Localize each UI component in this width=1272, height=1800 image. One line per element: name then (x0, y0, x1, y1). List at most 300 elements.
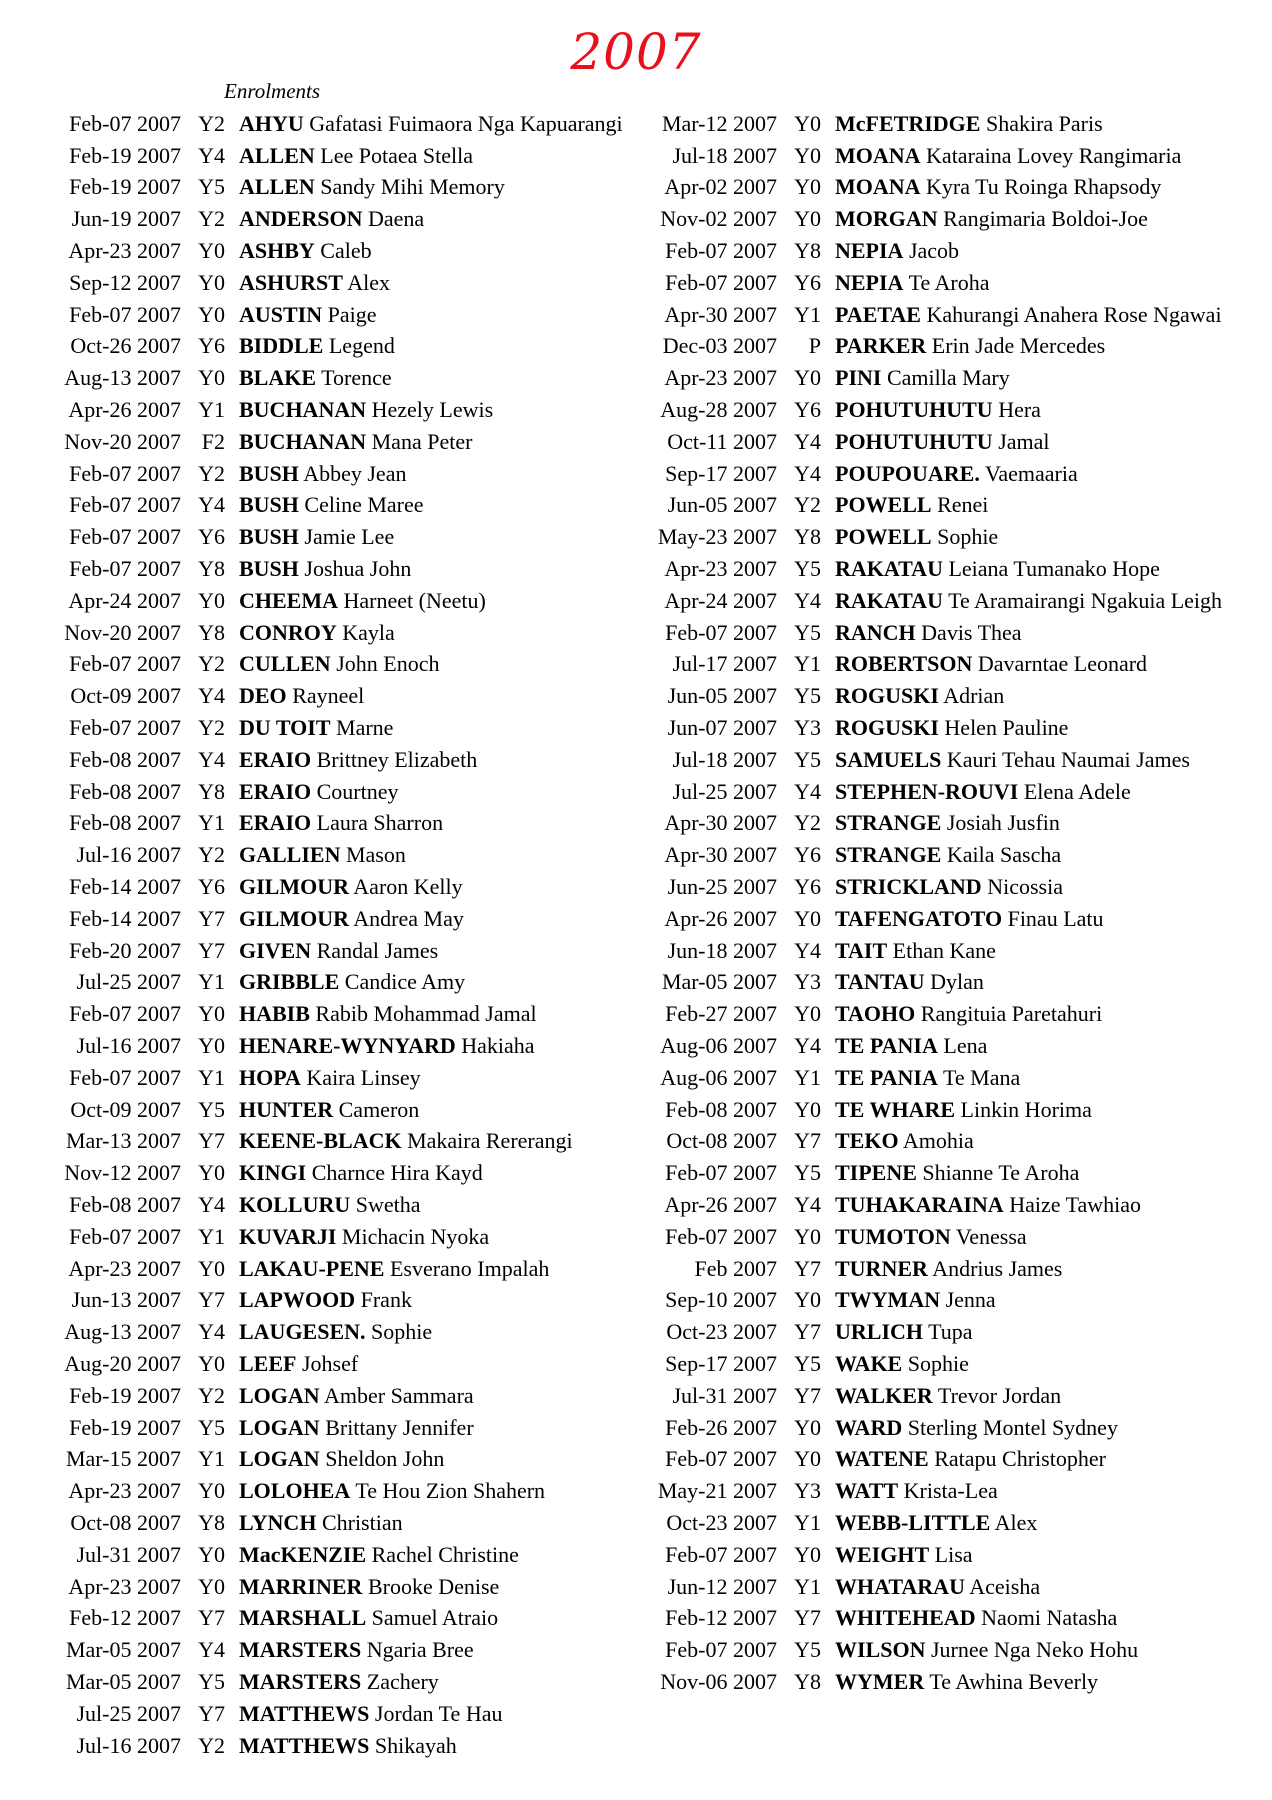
enrolment-row (44, 680, 644, 712)
year-level: Y0 (794, 206, 821, 232)
enrolment-row (640, 1316, 1260, 1348)
enrolment-date: Sep-17 2007 (665, 460, 777, 486)
enrolment-row (44, 1221, 644, 1253)
enrolment-date: Jun-19 2007 (71, 206, 181, 232)
enrolment-row (44, 903, 644, 935)
enrolment-row (44, 331, 644, 363)
year-level: Y6 (794, 842, 821, 868)
enrolment-row (640, 1443, 1260, 1475)
student-given-names: Joshua John (304, 556, 412, 582)
enrolment-row (44, 1571, 644, 1603)
enrolment-date: Feb-07 2007 (69, 460, 181, 486)
enrolment-date: Oct-09 2007 (70, 683, 181, 709)
student-name (239, 461, 406, 487)
student-name (239, 365, 392, 391)
student-surname: AUSTIN (239, 301, 323, 327)
enrolment-row (44, 172, 644, 204)
student-surname: HOPA (239, 1064, 301, 1090)
enrolment-row (640, 617, 1260, 649)
student-surname: ASHURST (239, 269, 343, 295)
student-given-names: Ratapu Christopher (934, 1446, 1106, 1472)
year-level: Y0 (198, 269, 225, 295)
student-given-names: Alex (347, 269, 390, 295)
student-surname: ANDERSON (239, 206, 363, 232)
enrolment-date: Jun-05 2007 (667, 683, 777, 709)
enrolment-date: Mar-05 2007 (65, 1637, 181, 1663)
student-surname: GRIBBLE (239, 969, 340, 995)
enrolment-row (44, 871, 644, 903)
year-level: Y7 (794, 1605, 821, 1631)
year-level: Y7 (198, 937, 225, 963)
student-name (239, 1542, 519, 1568)
student-name (239, 1128, 573, 1154)
enrolment-row (44, 362, 644, 394)
student-given-names: Te Aroha (908, 269, 990, 295)
year-level: Y0 (198, 1160, 225, 1186)
enrolment-date: Feb-07 2007 (69, 715, 181, 741)
student-name (835, 524, 998, 550)
student-surname: ERAIO (239, 746, 312, 772)
enrolment-date: Jul-31 2007 (76, 1541, 181, 1567)
enrolment-row (44, 935, 644, 967)
enrolment-date: Feb-12 2007 (665, 1605, 777, 1631)
student-surname: HUNTER (239, 1096, 334, 1122)
enrolment-row (44, 267, 644, 299)
student-name (239, 1001, 537, 1027)
student-given-names: Andrea May (353, 905, 464, 931)
enrolment-date: Oct-08 2007 (666, 1128, 777, 1154)
enrolment-date: Feb-07 2007 (69, 301, 181, 327)
enrolment-row (44, 1157, 644, 1189)
student-name (835, 333, 1105, 359)
student-surname: BUSH (239, 460, 299, 486)
student-surname: WYMER (835, 1668, 925, 1694)
student-given-names: Aceisha (969, 1573, 1041, 1599)
enrolment-date: Jul-16 2007 (76, 842, 181, 868)
enrolment-date: Feb-07 2007 (69, 110, 181, 136)
enrolment-row (640, 998, 1260, 1030)
year-level: Y0 (198, 238, 225, 264)
enrolment-row (44, 1062, 644, 1094)
year-level: Y2 (198, 460, 225, 486)
enrolment-row (44, 553, 644, 585)
student-name (835, 874, 1063, 900)
student-given-names: Andrius James (932, 1255, 1063, 1281)
enrolment-row (640, 331, 1260, 363)
year-level: Y4 (198, 142, 225, 168)
enrolment-row (640, 1475, 1260, 1507)
student-surname: BLAKE (239, 365, 317, 391)
student-given-names: Rangituia Paretahuri (920, 1001, 1103, 1027)
student-given-names: Lena (943, 1033, 988, 1058)
enrolment-date: Feb-07 2007 (665, 619, 777, 645)
student-name (835, 111, 1103, 137)
year-level: Y4 (794, 587, 821, 613)
student-surname: LAUGESEN. (239, 1319, 366, 1345)
year-level: Y5 (794, 1637, 821, 1663)
student-name (239, 651, 439, 677)
enrolment-row (640, 426, 1260, 458)
enrolment-date: Aug-06 2007 (660, 1064, 777, 1090)
enrolment-row (640, 1030, 1260, 1062)
student-given-names: Sophie (907, 1350, 969, 1376)
student-surname: LYNCH (239, 1509, 317, 1535)
student-name (835, 206, 1148, 232)
enrolment-row (640, 172, 1260, 204)
year-level: Y0 (198, 1255, 225, 1281)
enrolment-row (44, 744, 644, 776)
student-given-names: Makaira Rererangi (407, 1128, 573, 1154)
student-name (835, 238, 959, 264)
student-surname: WATENE (835, 1446, 929, 1472)
student-given-names: Sterling Montel Sydney (907, 1414, 1118, 1440)
year-level: Y4 (198, 683, 225, 709)
enrolment-row (640, 1253, 1260, 1285)
student-name (239, 270, 390, 296)
year-level: Y7 (794, 1128, 821, 1154)
student-surname: TURNER (835, 1255, 928, 1281)
student-given-names: Jordan Te Hau (374, 1700, 503, 1726)
student-surname: MORGAN (835, 206, 938, 232)
student-name (835, 715, 1068, 741)
enrolment-row (640, 1380, 1260, 1412)
enrolment-row (44, 839, 644, 871)
student-surname: LEEF (239, 1350, 297, 1376)
student-name (239, 842, 406, 868)
year-level: Y8 (198, 619, 225, 645)
year-level: Y0 (198, 1573, 225, 1599)
student-given-names: Camilla Mary (886, 365, 1010, 391)
student-name (835, 461, 1078, 487)
student-name (835, 1287, 996, 1313)
student-surname: AHYU (239, 110, 304, 136)
year-level: Y7 (198, 1128, 225, 1154)
enrolment-row (44, 458, 644, 490)
student-given-names: Ngaria Bree (366, 1637, 474, 1663)
student-name (239, 1319, 432, 1345)
student-name (239, 1733, 457, 1759)
year-level: Y1 (794, 1573, 821, 1599)
student-given-names: Mana Peter (371, 428, 473, 454)
student-given-names: Krista-Lea (903, 1478, 998, 1504)
enrolment-row (640, 712, 1260, 744)
enrolment-row (640, 1507, 1260, 1539)
enrolment-date: Nov-20 2007 (64, 619, 181, 645)
enrolment-row (44, 1094, 644, 1126)
year-level: Y5 (794, 746, 821, 772)
year-level: Y4 (794, 937, 821, 963)
enrolment-row (44, 1443, 644, 1475)
student-given-names: Frank (360, 1287, 412, 1313)
student-surname: ERAIO (239, 810, 312, 836)
year-level: Y0 (198, 1001, 225, 1027)
student-surname: TUHAKARAINA (835, 1191, 1004, 1217)
student-surname: BUSH (239, 524, 299, 550)
enrolment-row (44, 998, 644, 1030)
enrolment-date: Mar-12 2007 (661, 110, 777, 136)
student-name (239, 111, 623, 137)
student-given-names: Cameron (338, 1096, 420, 1122)
enrolment-date: Feb-07 2007 (69, 651, 181, 677)
student-given-names: Shikayah (374, 1732, 457, 1758)
student-name (239, 1446, 444, 1472)
enrolment-row (44, 521, 644, 553)
student-name (239, 1478, 545, 1504)
student-surname: ROBERTSON (835, 651, 973, 677)
year-level: Y0 (794, 1096, 821, 1122)
student-name (835, 938, 996, 964)
enrolment-row (44, 1539, 644, 1571)
student-surname: WEIGHT (835, 1541, 930, 1567)
student-surname: URLICH (835, 1319, 924, 1345)
student-name (239, 620, 395, 646)
student-given-names: Te Aramairangi Ngakuia Leigh (948, 587, 1223, 613)
student-given-names: Paige (327, 301, 377, 327)
year-level: Y1 (198, 1446, 225, 1472)
year-level: Y4 (794, 1033, 821, 1058)
student-surname: TAOHO (835, 1001, 916, 1027)
enrolment-date: Oct-11 2007 (667, 428, 777, 454)
student-given-names: Johsef (301, 1350, 359, 1376)
student-given-names: Vaemaaria (984, 460, 1078, 486)
student-name (239, 1510, 403, 1536)
student-surname: TE PANIA (835, 1033, 938, 1058)
student-given-names: Brittany Jennifer (325, 1414, 474, 1440)
student-surname: TIPENE (835, 1160, 917, 1186)
student-surname: KEENE-BLACK (239, 1128, 402, 1154)
student-surname: ASHBY (239, 238, 315, 264)
enrolment-date: Feb-07 2007 (665, 1541, 777, 1567)
student-surname: STRANGE (835, 842, 942, 868)
student-surname: HABIB (239, 1001, 310, 1027)
student-given-names: Kauri Tehau Naumai James (946, 746, 1190, 772)
student-given-names: Kahurangi Anahera Rose Ngawai (926, 301, 1222, 327)
enrolment-date: Apr-23 2007 (664, 365, 777, 391)
enrolment-date: Nov-12 2007 (64, 1160, 181, 1186)
enrolment-row (44, 649, 644, 681)
year-level: Y4 (198, 1637, 225, 1663)
year-level: Y6 (198, 333, 225, 359)
enrolment-row (640, 935, 1260, 967)
student-surname: ROGUSKI (835, 715, 939, 741)
student-name (239, 1097, 419, 1123)
student-name (835, 588, 1222, 614)
enrolment-date: Mar-15 2007 (65, 1446, 181, 1472)
student-surname: WALKER (835, 1382, 933, 1408)
student-given-names: Venessa (955, 1223, 1027, 1249)
enrolment-date: Jul-25 2007 (76, 969, 181, 995)
enrolment-date: Feb-20 2007 (69, 937, 181, 963)
enrolment-date: Feb-07 2007 (665, 1637, 777, 1663)
student-name (835, 492, 988, 518)
student-given-names: Rachel Christine (371, 1541, 519, 1567)
year-level: Y5 (198, 174, 225, 200)
student-given-names: Lisa (934, 1541, 973, 1567)
student-name (835, 683, 1004, 709)
year-level: Y4 (198, 1319, 225, 1345)
student-surname: WAKE (835, 1350, 903, 1376)
enrolment-date: Feb-08 2007 (69, 746, 181, 772)
student-given-names: Jamal (998, 428, 1050, 454)
student-surname: CHEEMA (239, 587, 338, 613)
student-name (835, 1383, 1061, 1409)
student-surname: GILMOUR (239, 874, 349, 900)
enrolment-date: May-23 2007 (657, 524, 777, 550)
enrolment-date: Feb-12 2007 (69, 1605, 181, 1631)
year-level: Y8 (794, 1668, 821, 1694)
year-level: Y4 (794, 428, 821, 454)
student-given-names: Te Hou Zion Shahern (355, 1478, 546, 1504)
year-level: Y0 (198, 301, 225, 327)
student-name (835, 1224, 1027, 1250)
year-level: Y0 (198, 587, 225, 613)
enrolment-row (640, 1412, 1260, 1444)
year-level: Y0 (794, 365, 821, 391)
student-surname: SAMUELS (835, 746, 942, 772)
student-given-names: Amohia (902, 1128, 974, 1154)
student-surname: LOGAN (239, 1414, 320, 1440)
student-given-names: Te Mana (943, 1064, 1021, 1090)
enrolment-row (640, 1348, 1260, 1380)
enrolment-date: Feb-07 2007 (665, 238, 777, 264)
enrolment-row (640, 1126, 1260, 1158)
student-surname: TAIT (835, 937, 888, 963)
student-given-names: Jamie Lee (304, 524, 395, 550)
year-level: Y7 (198, 1700, 225, 1726)
enrolment-row (44, 585, 644, 617)
student-surname: TANTAU (835, 969, 925, 995)
year-level: Y7 (198, 1287, 225, 1313)
enrolment-date: Oct-26 2007 (70, 333, 181, 359)
student-given-names: Hera (998, 397, 1041, 423)
year-level: Y5 (198, 1096, 225, 1122)
student-name (239, 1415, 474, 1441)
enrolment-row (44, 967, 644, 999)
enrolment-row (44, 1698, 644, 1730)
enrolment-row (44, 1126, 644, 1158)
enrolment-date: Dec-03 2007 (662, 333, 777, 359)
enrolment-row (44, 1730, 644, 1762)
student-name (239, 1065, 421, 1091)
student-given-names: Davarntae Leonard (977, 651, 1148, 677)
student-surname: POHUTUHUTU (835, 397, 993, 423)
student-given-names: Hakiaha (461, 1033, 535, 1058)
student-name (835, 1319, 973, 1345)
enrolment-date: Oct-08 2007 (70, 1509, 181, 1535)
student-surname: POWELL (835, 492, 932, 518)
year-level: Y2 (794, 810, 821, 836)
student-surname: LOLOHEA (239, 1478, 351, 1504)
student-name (239, 492, 424, 518)
enrolment-row (640, 1221, 1260, 1253)
year-level: Y1 (794, 1509, 821, 1535)
student-surname: PAETAE (835, 301, 921, 327)
student-given-names: Gafatasi Fuimaora Nga Kapuarangi (309, 110, 623, 136)
student-given-names: Marne (336, 715, 394, 741)
student-surname: BUCHANAN (239, 428, 367, 454)
year-level: Y3 (794, 1478, 821, 1504)
student-given-names: Josiah Jusfin (946, 810, 1060, 836)
student-name (835, 969, 984, 995)
enrolment-date: Feb-07 2007 (69, 1001, 181, 1027)
enrolment-row (640, 871, 1260, 903)
student-given-names: Tupa (928, 1319, 973, 1345)
enrolment-row (44, 1475, 644, 1507)
enrolment-row (44, 1507, 644, 1539)
enrolment-row (44, 1189, 644, 1221)
student-given-names: Kataraina Lovey Rangimaria (926, 142, 1182, 168)
enrolment-row (640, 108, 1260, 140)
enrolment-row (44, 1316, 644, 1348)
student-given-names: Torence (321, 365, 392, 391)
year-level: Y0 (794, 142, 821, 168)
student-name (239, 1192, 421, 1218)
student-surname: MARSTERS (239, 1637, 362, 1663)
student-name (835, 779, 1131, 805)
student-surname: BUCHANAN (239, 397, 367, 423)
student-surname: TE WHARE (835, 1096, 956, 1122)
student-surname: STRICKLAND (835, 874, 982, 900)
student-name (239, 1669, 439, 1695)
student-name (239, 874, 463, 900)
student-surname: MacKENZIE (239, 1541, 367, 1567)
student-name (835, 1160, 1079, 1186)
student-name (835, 1097, 1092, 1123)
student-given-names: Dylan (930, 969, 984, 995)
enrolment-row (640, 839, 1260, 871)
year-level: Y2 (198, 1732, 225, 1758)
year-level: Y0 (794, 1287, 821, 1313)
enrolment-row (640, 680, 1260, 712)
enrolment-row (640, 808, 1260, 840)
year-level: Y1 (198, 1223, 225, 1249)
year-level: Y8 (198, 556, 225, 582)
student-name (239, 906, 464, 932)
year-level: Y2 (198, 715, 225, 741)
enrolment-date: May-21 2007 (657, 1478, 777, 1504)
student-name (835, 143, 1181, 169)
student-surname: HENARE-WYNYARD (239, 1033, 456, 1058)
enrolment-row (640, 776, 1260, 808)
student-surname: DEO (239, 683, 287, 709)
student-name (835, 747, 1190, 773)
year-level: Y7 (198, 905, 225, 931)
year-level: F2 (201, 428, 225, 454)
student-surname: MATTHEWS (239, 1700, 370, 1726)
enrolment-date: Feb-07 2007 (665, 269, 777, 295)
student-given-names: Aaron Kelly (353, 874, 463, 900)
enrolment-date: Feb-26 2007 (665, 1414, 777, 1440)
enrolment-row (640, 1062, 1260, 1094)
student-given-names: Rayneel (292, 683, 365, 709)
enrolment-date: Jul-31 2007 (672, 1382, 777, 1408)
enrolment-date: Feb-07 2007 (69, 524, 181, 550)
student-surname: STEPHEN-ROUVI (835, 778, 1019, 804)
enrolment-date: Apr-23 2007 (68, 1255, 181, 1281)
enrolment-row (44, 394, 644, 426)
year-level: Y3 (794, 969, 821, 995)
student-surname: McFETRIDGE (835, 110, 981, 136)
student-name (239, 715, 393, 741)
student-name (835, 906, 1104, 932)
enrolment-row (640, 521, 1260, 553)
student-name (239, 333, 395, 359)
year-level: Y4 (794, 1191, 821, 1217)
student-surname: LAKAU-PENE (239, 1255, 385, 1281)
year-level: Y2 (198, 651, 225, 677)
student-name (239, 524, 394, 550)
year-level: Y8 (198, 778, 225, 804)
